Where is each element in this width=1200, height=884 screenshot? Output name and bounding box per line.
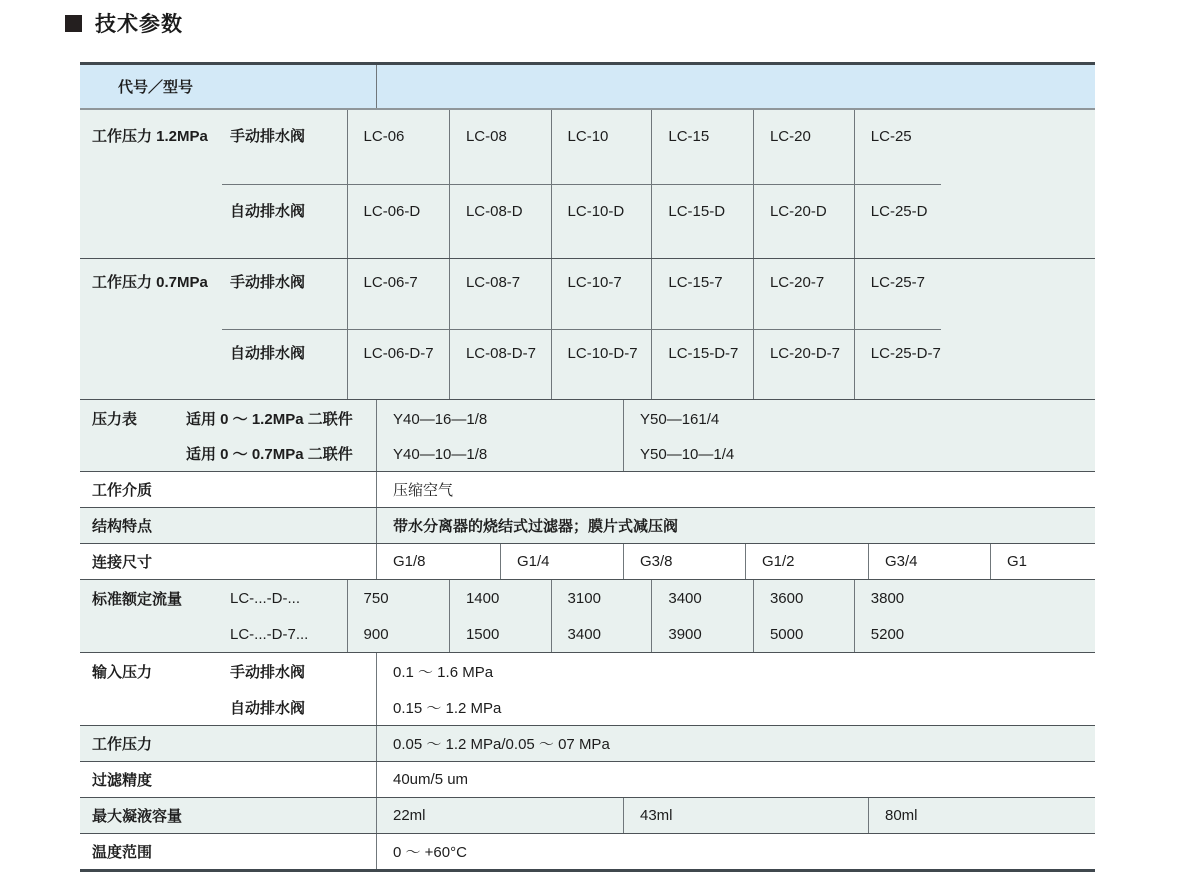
- model-cell: LC-15: [651, 110, 753, 184]
- model-row-manual: [222, 259, 941, 329]
- row-label: 结构特点: [92, 518, 153, 535]
- row-sublabel: 自动排水阀: [230, 345, 306, 362]
- row-sublabel: LC-...-D-7...: [230, 625, 309, 643]
- gauge-value: Y40—10—1/8: [393, 446, 488, 463]
- gauge-value: Y50—161/4: [640, 411, 720, 428]
- model-cell: LC-06-7: [347, 259, 449, 329]
- model-cell: LC-10-7: [551, 259, 652, 329]
- model-cell: LC-25-D: [854, 185, 941, 258]
- row-label: 工作介质: [92, 482, 153, 499]
- filtration-row: [80, 761, 1095, 797]
- model-cell: LC-20: [753, 110, 854, 184]
- temperature-row: [80, 833, 1095, 869]
- model-row-auto: [222, 329, 941, 399]
- flow-cell: 3900: [651, 616, 753, 652]
- flow-cell: 3100: [551, 580, 652, 616]
- flow-cell: 3600: [753, 580, 854, 616]
- gauge-value: Y50—10—1/4: [640, 446, 735, 463]
- model-cell: LC-10: [551, 110, 652, 184]
- row-value: 压缩空气: [376, 472, 1095, 507]
- model-cell: LC-20-D: [753, 185, 854, 258]
- condensate-cell: 80ml: [868, 798, 1095, 833]
- connection-cell: G3/8: [623, 544, 745, 579]
- input-row-auto: [222, 689, 941, 725]
- input-pressure-band: [80, 652, 1095, 725]
- row-sublabel: 自动排水阀: [230, 203, 306, 220]
- section-title-text: 技术参数: [95, 13, 183, 36]
- model-cell: LC-15-D-7: [651, 330, 753, 399]
- row-value: 0.15 ～ 1.2 MPa: [376, 689, 941, 725]
- flow-row-d: [222, 580, 941, 616]
- model-cell: LC-25: [854, 110, 941, 184]
- model-cell: LC-15-D: [651, 185, 753, 258]
- model-cell: LC-20-7: [753, 259, 854, 329]
- row-value: 0.05 ～ 1.2 MPa/0.05 ～ 07 MPa: [376, 726, 1095, 761]
- flow-cell: 3400: [651, 580, 753, 616]
- header-empty-cell: [376, 65, 1095, 108]
- row-sublabel: 手动排水阀: [230, 128, 306, 145]
- spec-table: [80, 62, 1095, 872]
- gauge-sublabel: 适用 0 ～ 1.2MPa 二联件: [186, 411, 353, 428]
- model-cell: LC-06-D: [347, 185, 449, 258]
- flow-cell: 5000: [753, 616, 854, 652]
- flow-row-d7: [222, 616, 941, 652]
- header-label-cell: 代号／型号: [118, 79, 194, 96]
- gauge-value: Y40—16—1/8: [393, 411, 488, 428]
- connection-size-row: [80, 543, 1095, 579]
- condensate-cell: 22ml: [376, 798, 623, 833]
- structure-row: [80, 507, 1095, 543]
- row-label: 工作压力 0.7MPa: [92, 274, 208, 291]
- max-condensate-row: [80, 797, 1095, 833]
- row-value: 带水分离器的烧结式过滤器；膜片式减压阀: [376, 508, 1095, 543]
- gauge-sublabel: 适用 0 ～ 0.7MPa 二联件: [186, 446, 353, 463]
- row-label: 输入压力: [92, 663, 153, 681]
- row-sublabel: 手动排水阀: [230, 274, 306, 291]
- model-cell: LC-08-7: [449, 259, 551, 329]
- model-cell: LC-20-D-7: [753, 330, 854, 399]
- row-sublabel: 手动排水阀: [230, 663, 306, 681]
- model-cell: LC-15-7: [651, 259, 753, 329]
- model-cell: LC-08: [449, 110, 551, 184]
- model-cell: LC-25-D-7: [854, 330, 941, 399]
- model-cell: LC-10-D-7: [551, 330, 652, 399]
- row-label: 最大凝液容量: [92, 808, 183, 825]
- row-value: 40um/5 um: [376, 762, 1095, 797]
- model-cell: LC-10-D: [551, 185, 652, 258]
- connection-cell: G1/2: [745, 544, 868, 579]
- model-row-manual: [222, 110, 941, 184]
- flow-cell: 900: [347, 616, 449, 652]
- model-band-1-2mpa: [80, 110, 1095, 258]
- input-row-manual: [222, 653, 941, 689]
- row-sublabel: LC-...-D-...: [230, 589, 300, 607]
- model-cell: LC-08-D: [449, 185, 551, 258]
- flow-cell: 3400: [551, 616, 652, 652]
- row-label: 连接尺寸: [92, 554, 153, 571]
- rated-flow-band: [80, 579, 1095, 652]
- row-label: 工作压力 1.2MPa: [92, 128, 208, 145]
- model-cell: LC-06-D-7: [347, 330, 449, 399]
- model-cell: LC-08-D-7: [449, 330, 551, 399]
- condensate-cell: 43ml: [623, 798, 868, 833]
- flow-cell: 750: [347, 580, 449, 616]
- section-marker-icon: [65, 15, 82, 32]
- table-header-row: [80, 65, 1095, 110]
- pressure-gauge-row: [80, 399, 1095, 471]
- row-label: 温度范围: [92, 844, 153, 861]
- gauge-values-y40: [376, 400, 623, 471]
- model-cell: LC-06: [347, 110, 449, 184]
- gauge-values-y50: [623, 400, 1095, 471]
- row-label: 标准额定流量: [92, 590, 183, 608]
- row-label: 压力表: [92, 411, 138, 428]
- flow-cell: 1400: [449, 580, 551, 616]
- connection-cell: G1/8: [376, 544, 500, 579]
- row-value: 0.1 ～ 1.6 MPa: [376, 653, 941, 689]
- working-pressure-row: [80, 725, 1095, 761]
- gauge-sublabels: [186, 400, 376, 471]
- row-sublabel: 自动排水阀: [230, 699, 306, 717]
- model-cell: LC-25-7: [854, 259, 941, 329]
- connection-cell: G3/4: [868, 544, 990, 579]
- working-medium-row: [80, 471, 1095, 507]
- flow-cell: 5200: [854, 616, 941, 652]
- row-label: 过滤精度: [92, 772, 153, 789]
- model-band-0-7mpa: [80, 258, 1095, 399]
- connection-cell: G1/4: [500, 544, 623, 579]
- section-title: [65, 8, 183, 38]
- flow-cell: 1500: [449, 616, 551, 652]
- flow-cell: 3800: [854, 580, 941, 616]
- model-row-auto: [222, 184, 941, 258]
- row-label: 工作压力: [92, 736, 153, 753]
- row-value: 0 ～ +60°C: [376, 834, 1095, 869]
- connection-cell: G1: [990, 544, 1095, 579]
